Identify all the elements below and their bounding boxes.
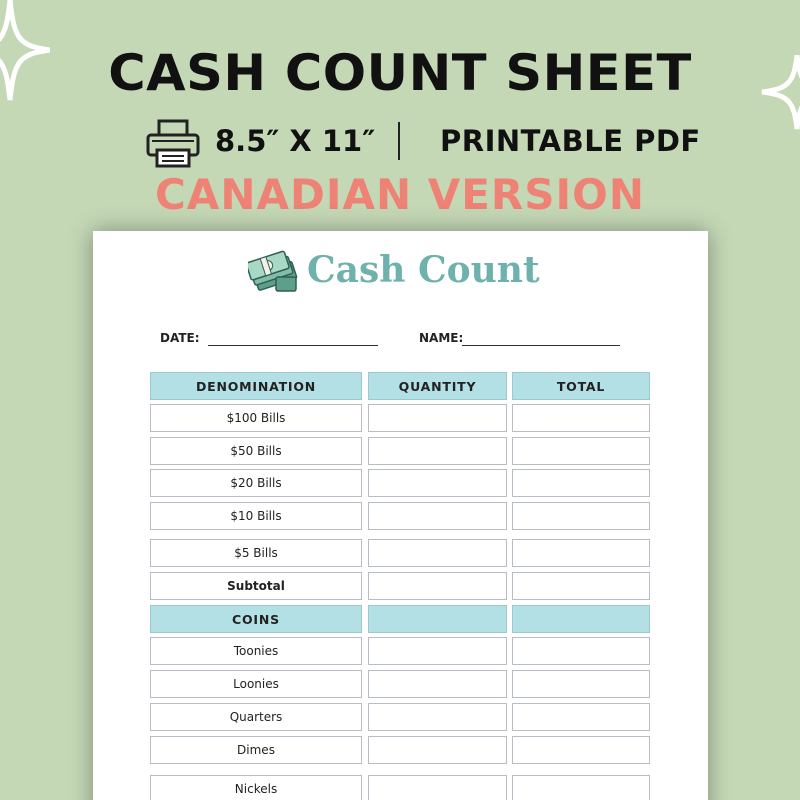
row-label: Loonies bbox=[150, 670, 362, 698]
row-label: Quarters bbox=[150, 703, 362, 731]
total-cell bbox=[512, 605, 650, 633]
date-label: DATE: bbox=[160, 331, 200, 345]
money-stack-icon bbox=[248, 249, 300, 295]
row-label: $50 Bills bbox=[150, 437, 362, 465]
row-label: $100 Bills bbox=[150, 404, 362, 432]
format-label: PRINTABLE PDF bbox=[440, 124, 701, 158]
section-header: COINS bbox=[150, 605, 362, 633]
format-line bbox=[0, 112, 800, 168]
page-headline: CASH COUNT SHEET bbox=[108, 44, 692, 102]
quantity-cell bbox=[368, 469, 507, 497]
total-cell bbox=[512, 539, 650, 567]
row-label: $5 Bills bbox=[150, 539, 362, 567]
quantity-cell bbox=[368, 539, 507, 567]
column-header: QUANTITY bbox=[368, 372, 507, 400]
printer-icon bbox=[145, 118, 201, 170]
row-label: $20 Bills bbox=[150, 469, 362, 497]
total-cell bbox=[512, 703, 650, 731]
divider bbox=[398, 122, 400, 160]
total-cell bbox=[512, 404, 650, 432]
total-cell bbox=[512, 637, 650, 665]
total-cell bbox=[512, 469, 650, 497]
date-line bbox=[208, 345, 378, 346]
total-cell bbox=[512, 502, 650, 530]
quantity-cell bbox=[368, 502, 507, 530]
quantity-cell bbox=[368, 775, 507, 800]
total-cell bbox=[512, 670, 650, 698]
column-header: TOTAL bbox=[512, 372, 650, 400]
version-label: CANADIAN VERSION bbox=[154, 170, 646, 219]
name-line bbox=[462, 345, 620, 346]
column-header: DENOMINATION bbox=[150, 372, 362, 400]
quantity-cell bbox=[368, 404, 507, 432]
total-cell bbox=[512, 572, 650, 600]
sheet-preview bbox=[93, 231, 708, 800]
row-label: Toonies bbox=[150, 637, 362, 665]
quantity-cell bbox=[368, 437, 507, 465]
total-cell bbox=[512, 736, 650, 764]
total-cell bbox=[512, 437, 650, 465]
quantity-cell bbox=[368, 703, 507, 731]
quantity-cell bbox=[368, 670, 507, 698]
name-label: NAME: bbox=[419, 331, 464, 345]
row-label: $10 Bills bbox=[150, 502, 362, 530]
row-label: Dimes bbox=[150, 736, 362, 764]
row-label: Subtotal bbox=[150, 572, 362, 600]
sheet-title: Cash Count bbox=[307, 249, 540, 291]
quantity-cell bbox=[368, 605, 507, 633]
total-cell bbox=[512, 775, 650, 800]
quantity-cell bbox=[368, 637, 507, 665]
size-label: 8.5″ X 11″ bbox=[215, 124, 376, 158]
quantity-cell bbox=[368, 572, 507, 600]
quantity-cell bbox=[368, 736, 507, 764]
row-label: Nickels bbox=[150, 775, 362, 800]
